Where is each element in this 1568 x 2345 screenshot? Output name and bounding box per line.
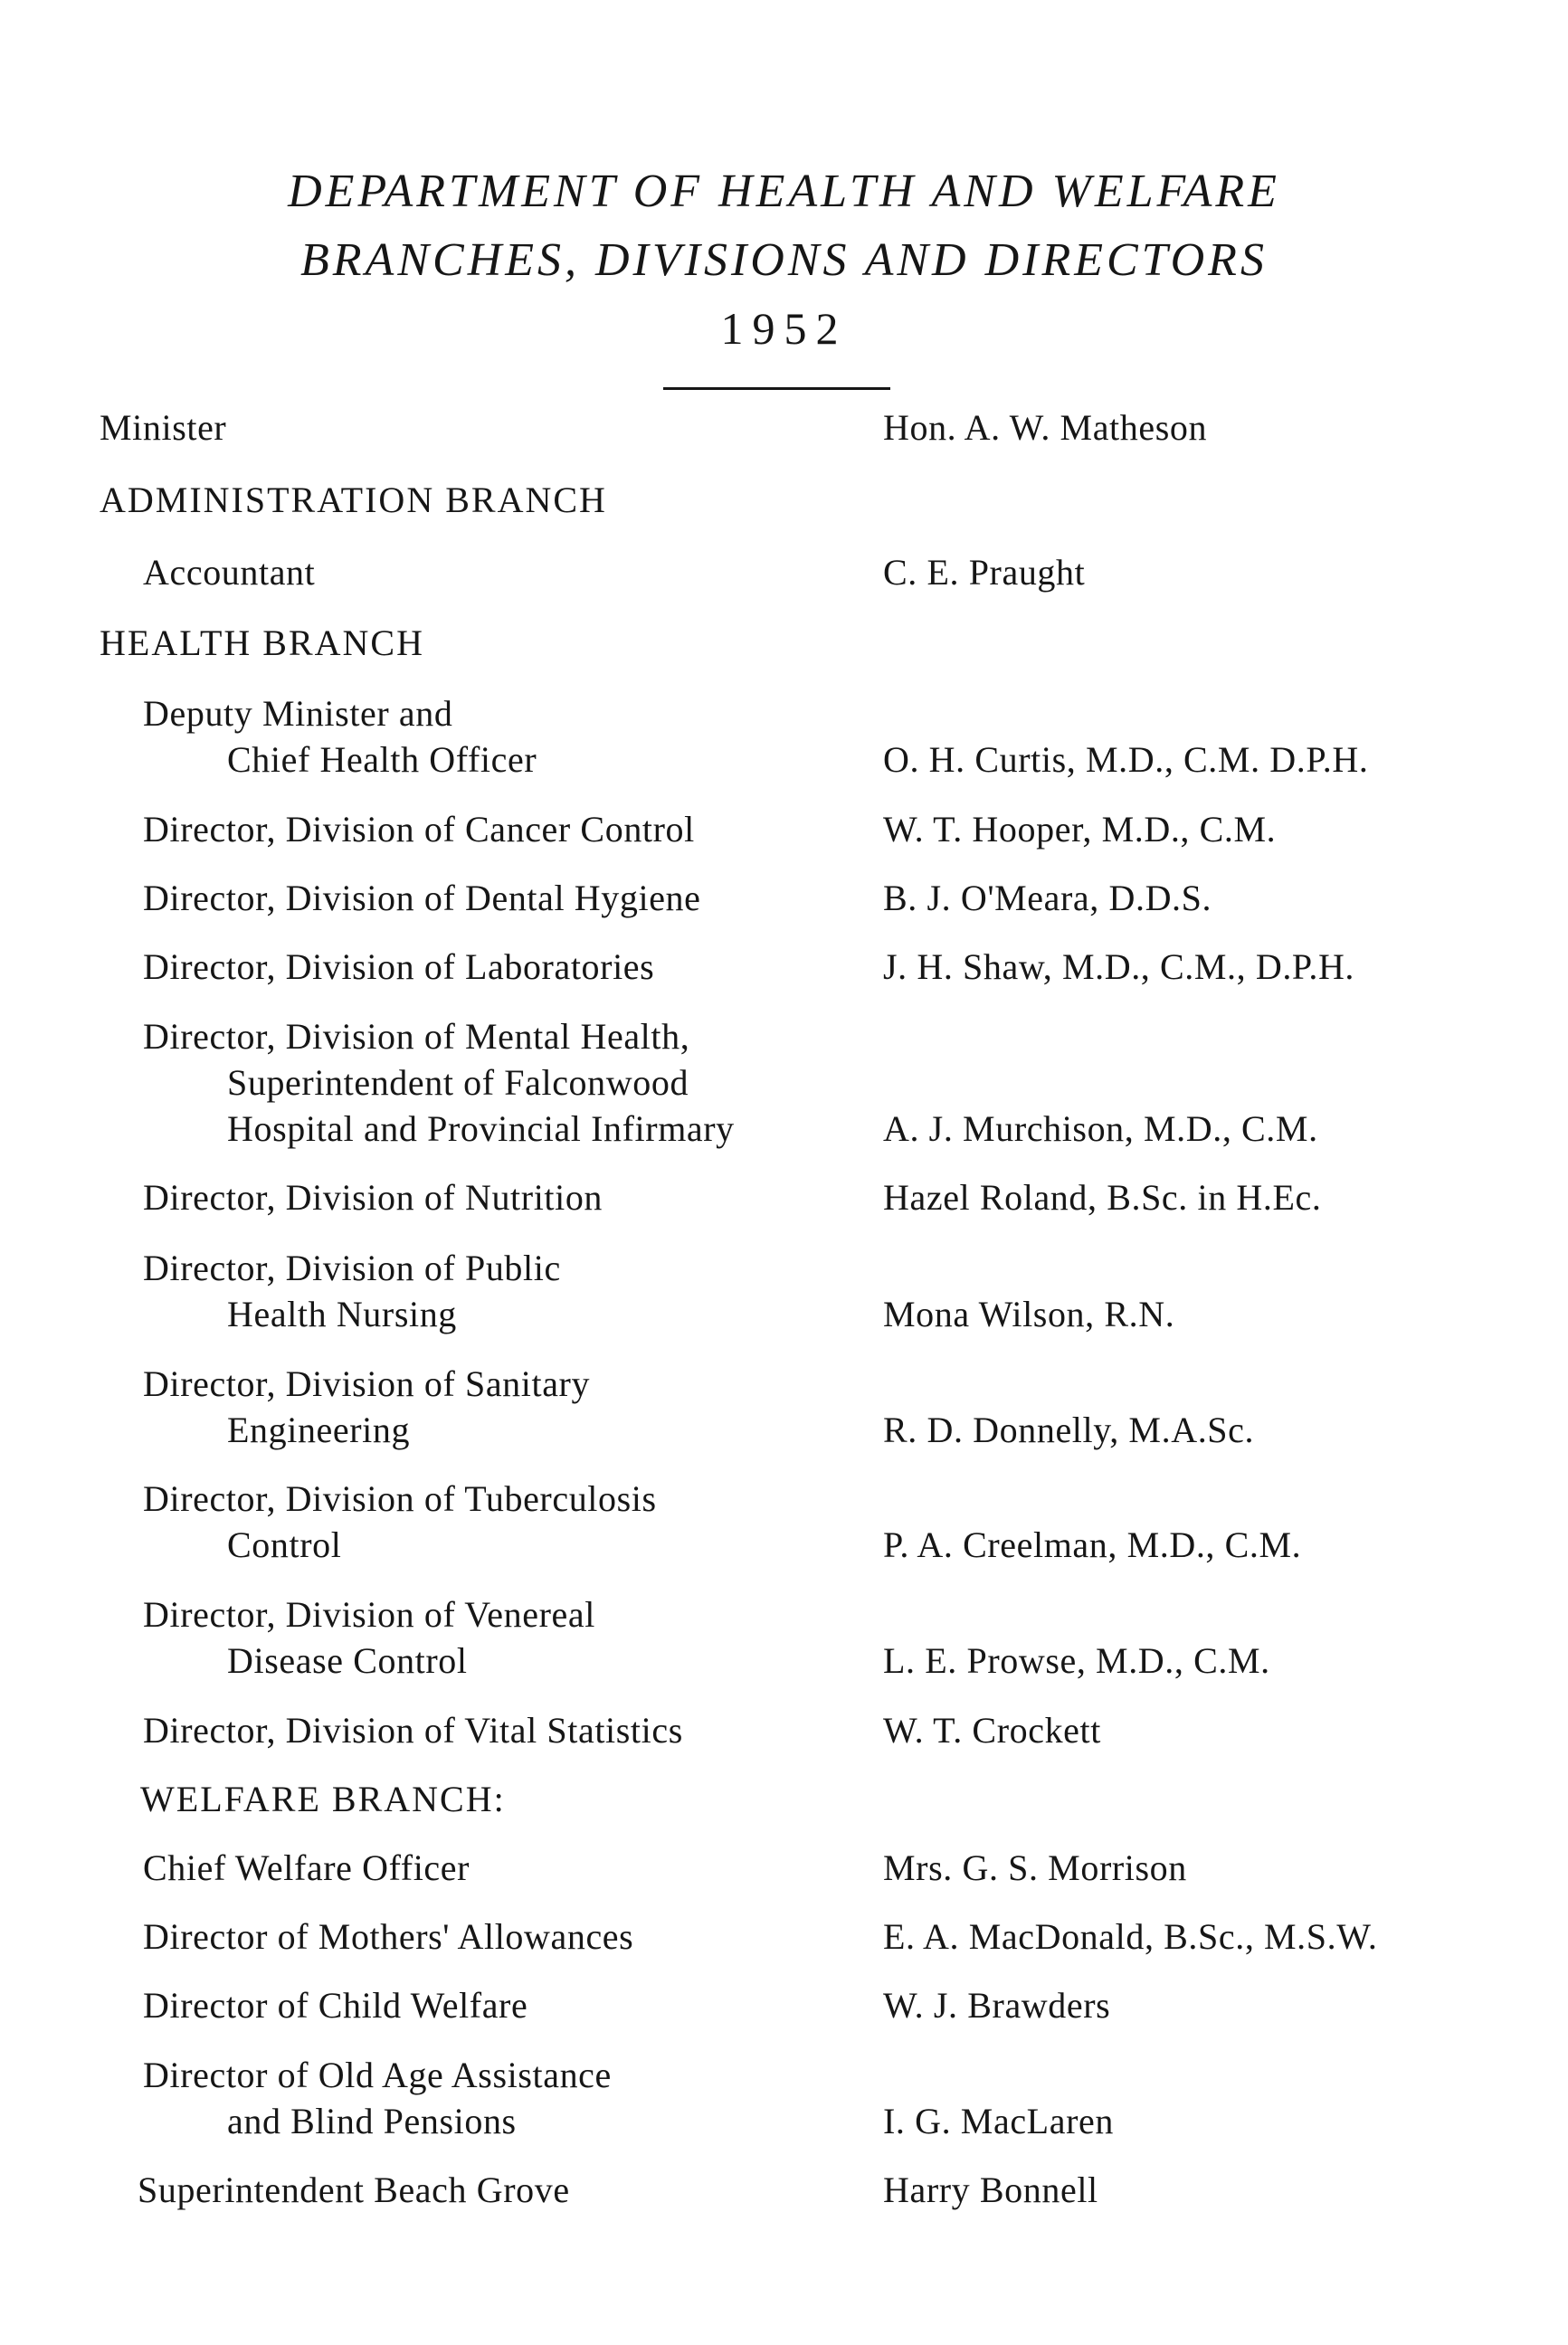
entry-person: W. J. Brawders [883,1985,1111,2026]
entry-person: J. H. Shaw, M.D., C.M., D.P.H. [883,946,1355,987]
entry-title: Superintendent Beach Grove [138,2169,570,2210]
entry-person: R. D. Donnelly, M.A.Sc. [883,1410,1255,1450]
entry-title-line: Director, Division of Tuberculosis [143,1478,657,1519]
entry-person: E. A. MacDonald, B.Sc., M.S.W. [883,1916,1378,1957]
entry-title [143,690,537,783]
entry-title [143,1361,590,1453]
entry-person: Hazel Roland, B.Sc. in H.Ec. [883,1177,1322,1218]
entry-title [143,1476,657,1568]
entry-title: Director, Division of Cancer Control [143,809,695,850]
entry-title: Director of Child Welfare [143,1985,528,2026]
entry-person: C. E. Praught [883,552,1086,593]
entry-title-line: Control [227,1524,342,1565]
entry-title-line: Hospital and Provincial Infirmary [227,1108,735,1149]
entry-title-line: Health Nursing [227,1294,457,1334]
entry-person: Mrs. G. S. Morrison [883,1847,1187,1888]
entry-person: B. J. O'Meara, D.D.S. [883,878,1212,918]
entry-title-line: Director, Division of Sanitary [143,1363,591,1404]
entry-title [143,1245,561,1337]
entry-title-line: Engineering [227,1410,411,1450]
title-line-1: DEPARTMENT OF HEALTH AND WELFARE [288,166,1280,217]
entry-person: W. T. Hooper, M.D., C.M. [883,809,1277,850]
title-line-2: BRANCHES, DIVISIONS AND DIRECTORS [300,234,1268,286]
entry-person: P. A. Creelman, M.D., C.M. [883,1524,1302,1565]
entry-title: Director, Division of Vital Statistics [143,1710,683,1751]
entry-title-line: Superintendent of Falconwood [227,1062,689,1103]
entry-person: Mona Wilson, R.N. [883,1294,1175,1334]
entry-title: Accountant [143,552,316,593]
entry-title: Director, Division of Nutrition [143,1177,603,1218]
entry-person: L. E. Prowse, M.D., C.M. [883,1640,1270,1681]
entry-title [143,2052,612,2144]
title-rule [663,387,890,390]
health-heading: HEALTH BRANCH [100,622,424,663]
entry-title-line: Director, Division of Venereal [143,1594,595,1635]
entry-title-line: Chief Health Officer [227,739,537,780]
minister-label: Minister [100,407,227,448]
entry-title: Director of Mothers' Allowances [143,1916,634,1957]
entry-title-line: Disease Control [227,1640,468,1681]
entry-title-line: Director, Division of Public [143,1248,561,1288]
entry-person: I. G. MacLaren [883,2101,1114,2141]
entry-person: A. J. Murchison, M.D., C.M. [883,1108,1318,1149]
entry-title-line: Director, Division of Mental Health, [143,1016,690,1057]
entry-title: Director, Division of Dental Hygiene [143,878,701,918]
entry-title: Chief Welfare Officer [143,1847,470,1888]
welfare-heading: WELFARE BRANCH: [140,1779,506,1819]
entry-title-line: Director of Old Age Assistance [143,2055,612,2095]
entry-title: Director, Division of Laboratories [143,946,655,987]
entry-title [143,1013,735,1152]
entry-title [143,1591,595,1684]
administration-heading: ADMINISTRATION BRANCH [100,479,607,520]
entry-person: O. H. Curtis, M.D., C.M. D.P.H. [883,739,1369,780]
entry-person: W. T. Crockett [883,1710,1101,1751]
minister-name: Hon. A. W. Matheson [883,407,1208,448]
title-year: 1952 [720,303,848,354]
entry-title-line: and Blind Pensions [227,2101,517,2141]
entry-title-line: Deputy Minister and [143,693,453,734]
entry-person: Harry Bonnell [883,2169,1098,2210]
